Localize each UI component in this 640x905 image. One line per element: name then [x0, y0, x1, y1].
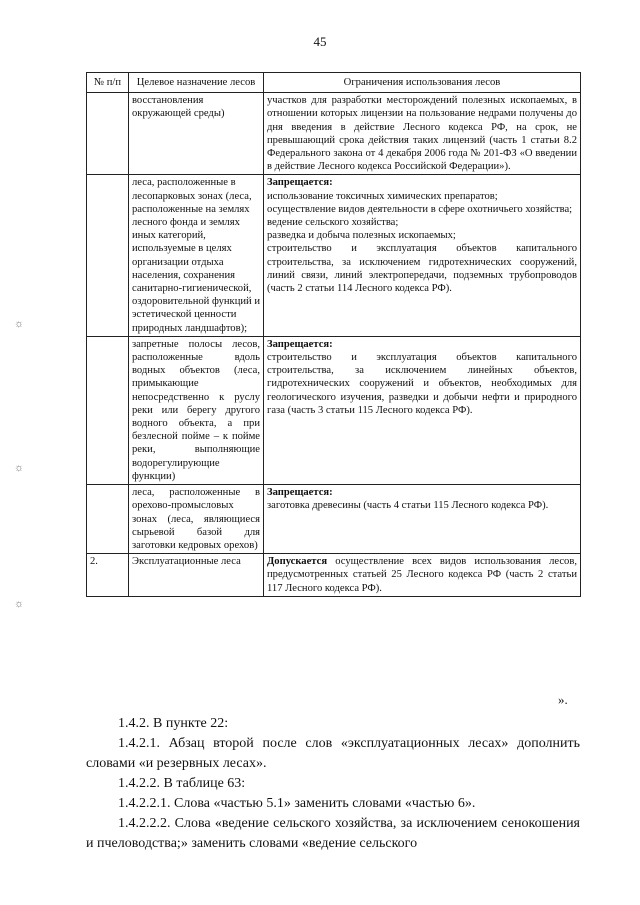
table-row	[87, 93, 581, 175]
cell-num	[87, 336, 129, 484]
closing-quote-mark: ».	[558, 692, 568, 707]
header-purpose: Целевое назначение лесов	[129, 73, 264, 93]
cell-purpose: восстановления окружающей среды)	[129, 93, 264, 175]
paragraph: 1.4.2.1. Абзац второй после слов «эксплуатационных лесах» дополнить словами «и резервных лесах».	[86, 736, 580, 771]
paragraph: 1.4.2.2.1. Слова «частью 5.1» заменить словами «частью 6».	[118, 796, 476, 811]
margin-scan-mark: ☼	[14, 318, 25, 330]
margin-scan-mark: ☼	[14, 598, 25, 610]
restriction-text: осуществление всех видов использования лесов, предусмотренных статьей 25 Лесного кодекса РФ (часть 2 статьи 117 Лесного кодекса РФ).	[267, 556, 577, 594]
cell-purpose: Эксплуатационные леса	[129, 554, 264, 597]
cell-num	[87, 93, 129, 175]
restriction-line: осуществление видов деятельности в сфере охотничьего хозяйства;	[267, 203, 573, 215]
cell-purpose: запретные полосы лесов, расположенные вдоль водных объектов (леса, примыкающие непосредственно к руслу реки или берегу другого водного объекта, а при безлесной пойме – к пойме реки, выполняющие водорегулирующие функции)	[129, 336, 264, 484]
restriction-line: ведение сельского хозяйства;	[267, 217, 399, 229]
restriction-lead: Запрещается:	[267, 487, 333, 499]
restriction-line: строительство и эксплуатация объектов капитального строительства, за исключением гидротехнических сооружений, линий связи, линий электропередачи, подземных трубопроводов (часть 2 статьи 114 Лесного кодекса РФ).	[267, 243, 577, 295]
restriction-lead: Допускается	[267, 556, 328, 568]
forest-restrictions-table	[86, 72, 581, 597]
table-row	[87, 485, 581, 554]
paragraph: 1.4.2.2. В таблице 63:	[118, 776, 246, 791]
table-row	[87, 554, 581, 597]
restriction-lead: Запрещается:	[267, 177, 333, 189]
cell-num: 2.	[87, 554, 129, 597]
restriction-line: использование токсичных химических препаратов;	[267, 190, 498, 202]
restriction-text: участков для разработки месторождений полезных ископаемых, в отношении которых лицензии на пользование недрами получены до дня введения в действие Лесного кодекса РФ, на срок, не превышающий срока действия таких лицензий (часть 1 статьи 8.2 Федерального закона от 4 декабря 2006 года № 201-ФЗ «О введении в действие Лесного кодекса Российской Федерации»).	[267, 95, 577, 173]
table-row	[87, 175, 581, 336]
restriction-line: разведка и добыча полезных ископаемых;	[267, 230, 456, 242]
cell-restrictions	[264, 485, 581, 554]
margin-scan-mark: ☼	[14, 462, 25, 474]
paragraph: 1.4.2. В пункте 22:	[118, 716, 229, 731]
paragraph: 1.4.2.2.2. Слова «ведение сельского хозяйства, за исключением сенокошения и пчеловодства;» заменить словами «ведение сельского	[86, 816, 580, 851]
cell-purpose: леса, расположенные в лесопарковых зонах (леса, расположенные на землях лесного фонда и землях иных категорий, используемые в целях организации отдыха населения, сохранения санитарно-гигиенической, оздоровительной функций и эстетической ценности природных ландшафтов);	[129, 175, 264, 336]
table-row	[87, 336, 581, 484]
table-header-row	[87, 73, 581, 93]
restriction-text: заготовка древесины (часть 4 статьи 115 Лесного кодекса РФ).	[267, 500, 549, 512]
cell-num	[87, 175, 129, 336]
cell-restrictions	[264, 175, 581, 336]
header-num: № п/п	[87, 73, 129, 93]
restriction-text: строительство и эксплуатация объектов капитального строительства, за исключением линейных объектов, гидротехнических сооружений и объектов, необходимых для геологического изучения, разведки и добычи нефти и природного газа (часть 3 статьи 115 Лесного кодекса РФ).	[267, 352, 577, 416]
header-restrictions: Ограничения использования лесов	[264, 73, 581, 93]
cell-restrictions	[264, 93, 581, 175]
restriction-lead: Запрещается:	[267, 338, 333, 350]
cell-purpose: леса, расположенные в орехово-промысловых зонах (леса, являющиеся сырьевой базой для заготовки кедровых орехов)	[129, 485, 264, 554]
cell-num	[87, 485, 129, 554]
cell-restrictions	[264, 554, 581, 597]
page-number: 45	[313, 34, 327, 49]
cell-restrictions	[264, 336, 581, 484]
